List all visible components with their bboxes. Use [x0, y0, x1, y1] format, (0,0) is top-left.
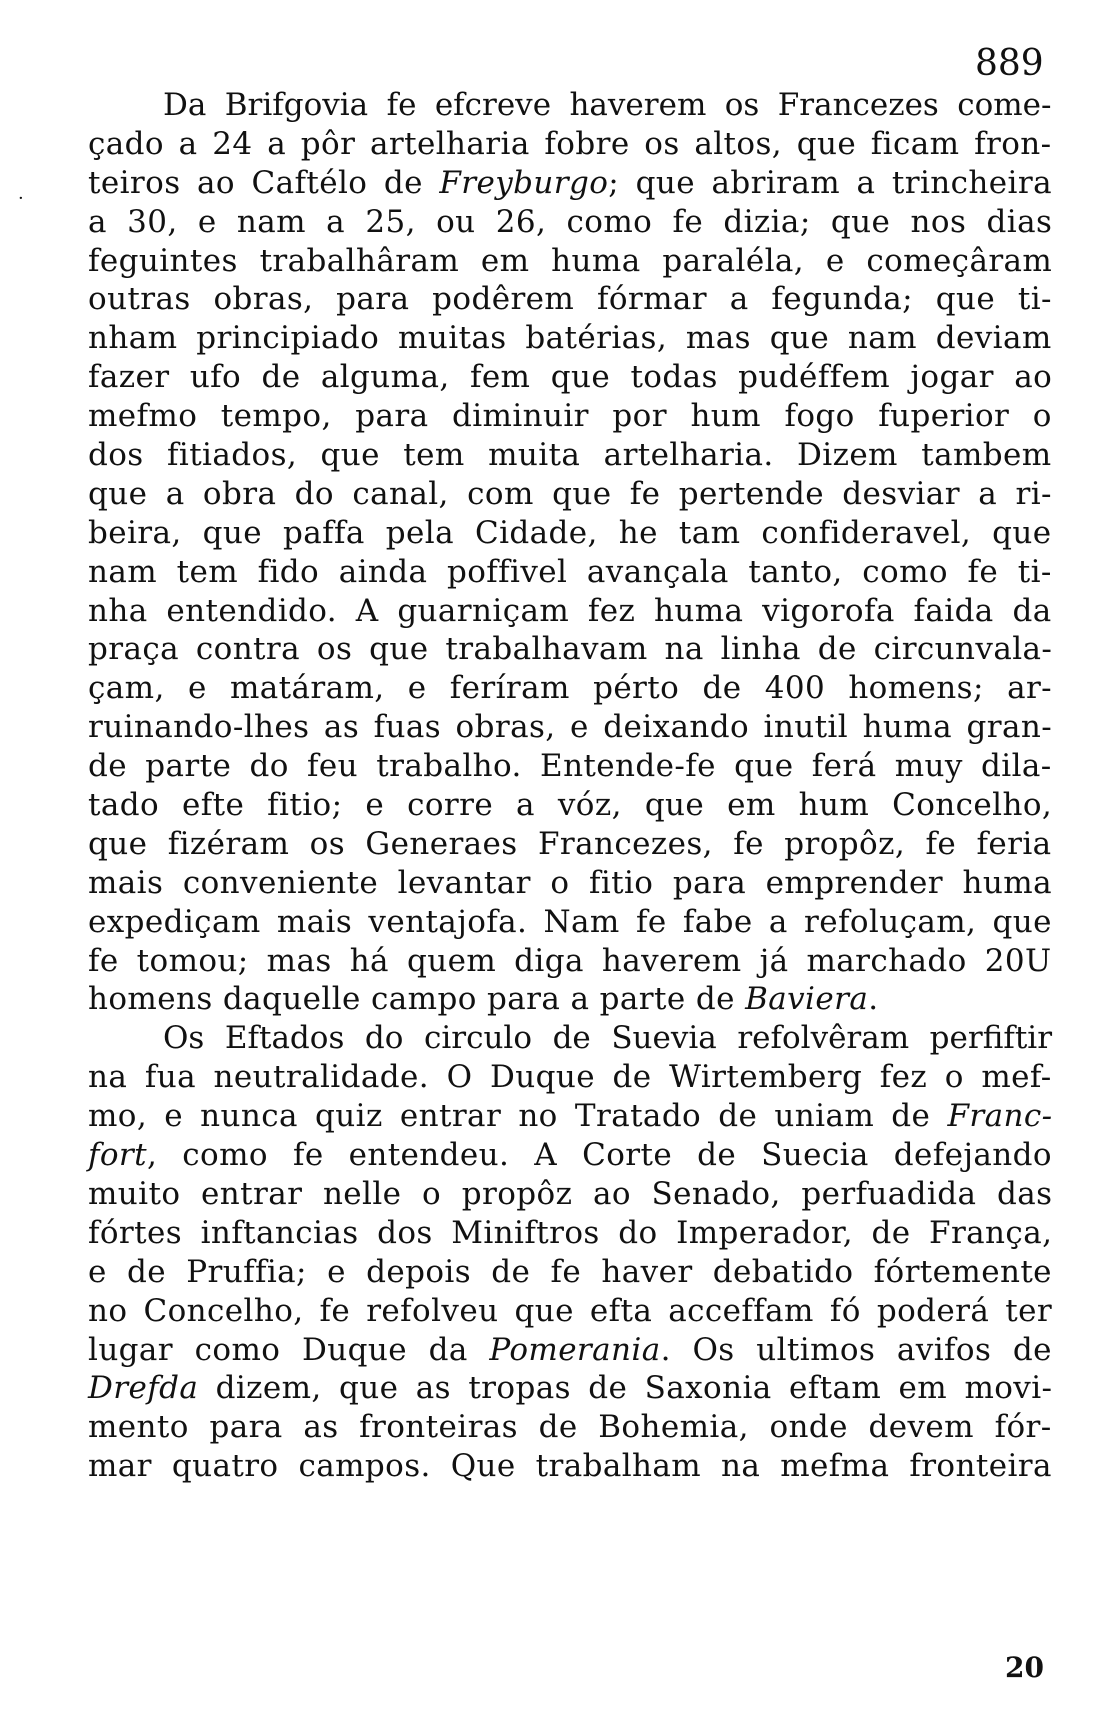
text-line: dos fitiados, que tem muita artelharia. Dizem tambem — [88, 437, 1052, 474]
text-line: Da Brifgovia fe efcreve haverem os Francezes come- — [163, 87, 1052, 123]
text-line: no Concelho, fe refolveu que efta acceffam fó poderá ter — [88, 1292, 1053, 1329]
text-line: muito entrar nelle o propôz ao Senado, perfuadida das — [88, 1175, 1053, 1212]
text-line: nha entendido. A guarniçam fez huma vigorofa faida da — [88, 592, 1052, 629]
text-line: çado a 24 a pôr artelharia fobre os altos, que ficam fron- — [88, 125, 1052, 162]
text-line: ruinando-lhes as fuas obras, e deixando inutil huma gran- — [88, 709, 1053, 746]
text-line: fe tomou; mas há quem diga haverem já marchado 20U — [88, 942, 1052, 979]
text-line: teiros ao Caftélo de Freyburgo; que abriram a trincheira — [88, 164, 1052, 201]
text-line: que a obra do canal, com que fe pertende desviar a ri- — [88, 475, 1052, 512]
text-line: mento para as fronteiras de Bohemia, onde devem fór- — [88, 1409, 1052, 1446]
catchword: 20 — [1005, 1651, 1044, 1684]
text-line: mo, e nunca quiz entrar no Tratado de uniam de Franc- — [88, 1098, 1053, 1135]
text-line: que fizéram os Generaes Francezes, fe propôz, fe feria — [88, 825, 1052, 862]
text-line: e de Pruffia; e depois de fe haver debatido fórtemente — [88, 1253, 1052, 1290]
text-line: homens daquelle campo para a parte de Baviera. — [88, 981, 879, 1018]
text-line: a 30, e nam a 25, ou 26, como fe dizia; que nos dias — [88, 203, 1053, 240]
text-line: Drefda dizem, que as tropas de Saxonia eftam em movi- — [88, 1370, 1053, 1407]
text-line: de parte do feu trabalho. Entende-fe que ferá muy dila- — [88, 748, 1052, 785]
page-number: 889 — [975, 43, 1044, 84]
text-line: fazer ufo de alguma, fem que todas pudéffem jogar ao — [88, 359, 1053, 396]
text-line: nham principiado muitas batérias, mas que nam deviam — [88, 320, 1052, 357]
text-line: tado efte fitio; e corre a vóz, que em hum Concelho, — [88, 787, 1053, 824]
body-text — [0, 86, 1100, 1486]
text-line: nam tem fido ainda poffivel avançala tanto, como fe ti- — [88, 553, 1052, 590]
text-line: çam, e matáram, e feríram pérto de 400 homens; ar- — [88, 670, 1053, 707]
text-line: fort, como fe entendeu. A Corte de Suecia defejando — [88, 1137, 1052, 1174]
margin-mark: · — [18, 188, 24, 209]
text-line: praça contra os que trabalhavam na linha de circunvala- — [88, 631, 1053, 668]
text-line: Os Eftados do circulo de Suevia refolvêram perfiftir — [163, 1020, 1053, 1057]
text-line: mefmo tempo, para diminuir por hum fogo fuperior o — [88, 398, 1052, 435]
text-line: fórtes inftancias dos Miniftros do Imperador, de França, — [88, 1214, 1053, 1251]
text-line: expediçam mais ventajofa. Nam fe fabe a refoluçam, que — [88, 903, 1052, 940]
text-line: mais conveniente levantar o fitio para emprender huma — [88, 864, 1052, 901]
text-line: mar quatro campos. Que trabalham na mefma fronteira — [88, 1448, 1052, 1485]
text-line: feguintes trabalhâram em huma paraléla, e começâram — [88, 242, 1053, 279]
text-line: beira, que paffa pela Cidade, he tam confideravel, que — [88, 514, 1052, 551]
text-line: lugar como Duque da Pomerania. Os ultimos avifos de — [88, 1331, 1052, 1368]
text-line: outras obras, para podêrem fórmar a fegunda; que ti- — [88, 281, 1052, 318]
text-line: na fua neutralidade. O Duque de Wirtemberg fez o mef- — [88, 1059, 1052, 1096]
